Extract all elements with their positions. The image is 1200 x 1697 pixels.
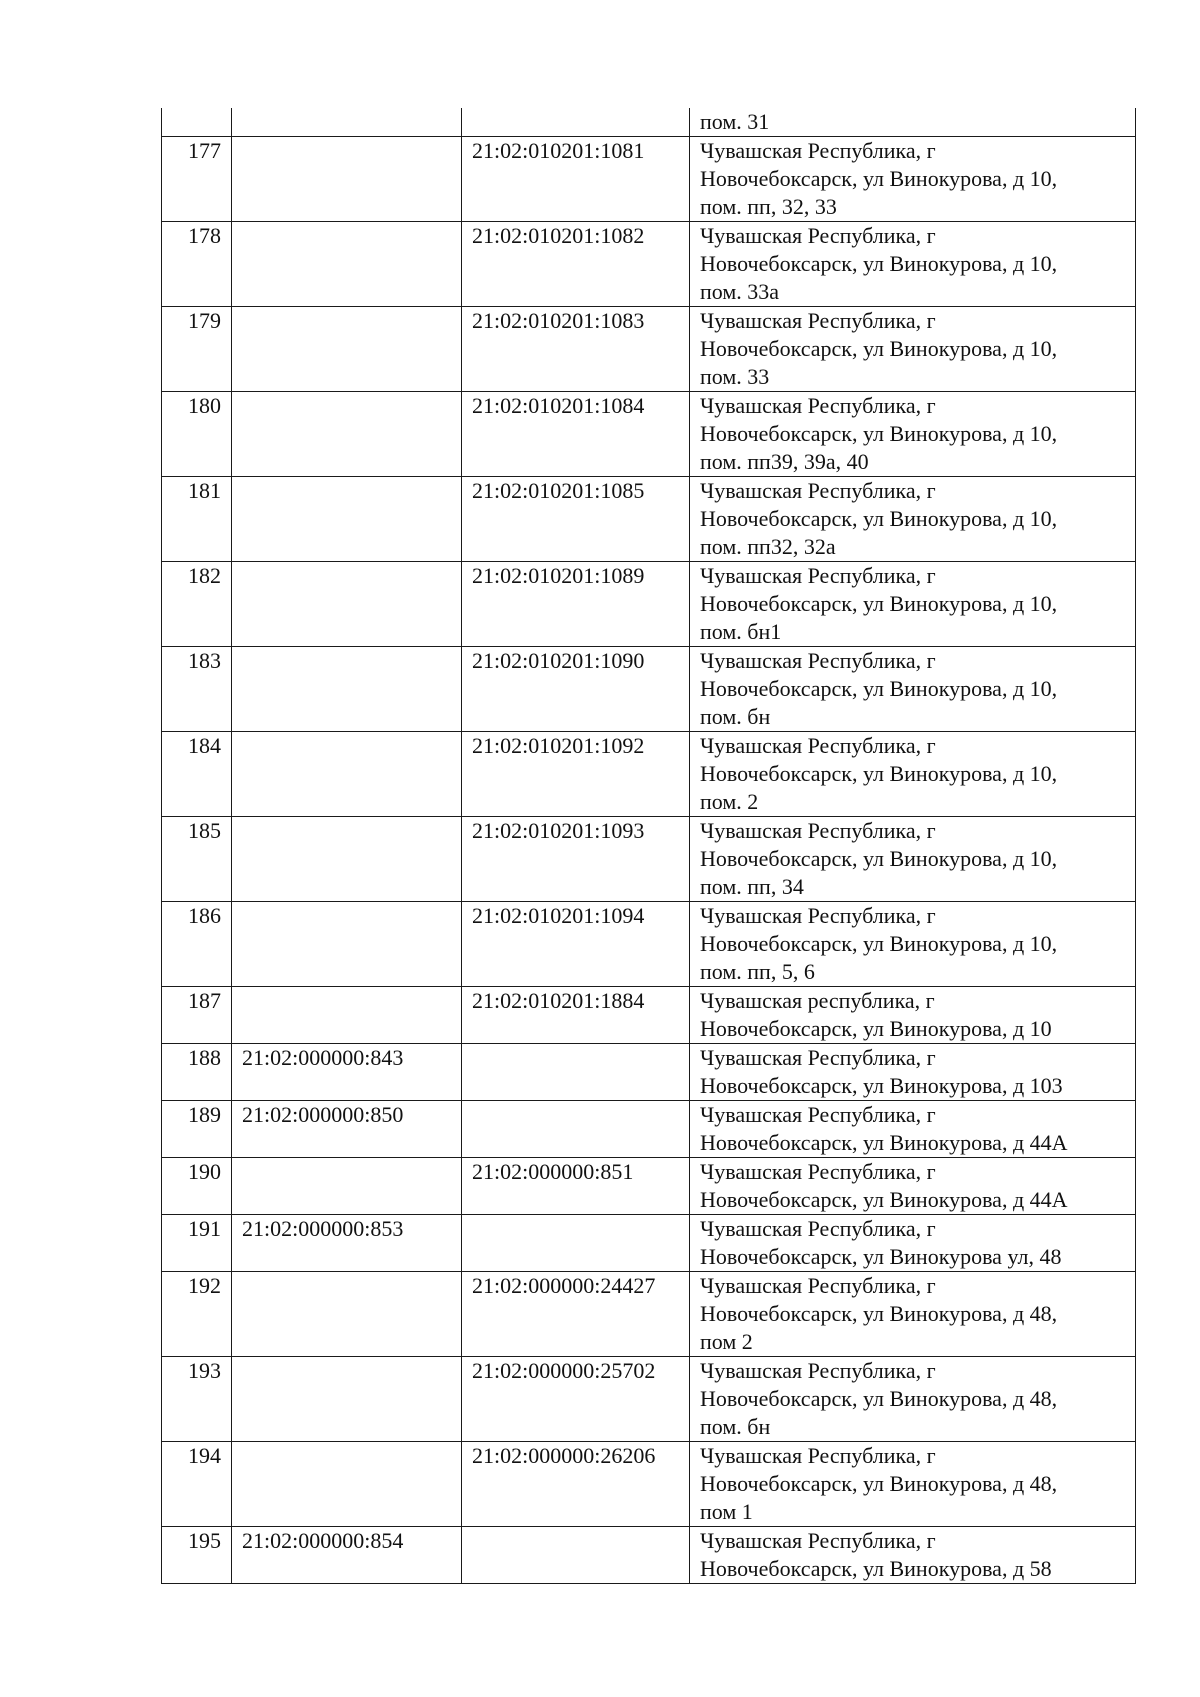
address-cell (690, 1158, 1136, 1215)
table-row (162, 392, 1136, 477)
address-cell (690, 1101, 1136, 1158)
address-line: Новочебоксарск, ул Винокурова, д 10, (700, 676, 1058, 701)
row-number-cell: 183 (162, 647, 232, 732)
cadastral-number-cell (232, 1272, 462, 1357)
table-row (162, 222, 1136, 307)
building-cadastral-number-cell: 21:02:000000:26206 (462, 1442, 690, 1527)
building-cadastral-number-cell (462, 1101, 690, 1158)
address-cell (690, 1272, 1136, 1357)
building-cadastral-number-cell (462, 108, 690, 137)
cadastral-number-cell: 21:02:000000:854 (232, 1527, 462, 1584)
row-number-cell: 182 (162, 562, 232, 647)
cadastral-number-cell (232, 562, 462, 647)
address-cell (690, 817, 1136, 902)
row-number-cell: 195 (162, 1527, 232, 1584)
address-line: пом. 33а (700, 279, 780, 304)
cadastral-number-cell (232, 392, 462, 477)
table-row (162, 902, 1136, 987)
address-line: Чувашская Республика, г (700, 903, 936, 928)
cadastral-number-cell (232, 477, 462, 562)
address-line: Чувашская Республика, г (700, 1528, 936, 1553)
address-cell (690, 562, 1136, 647)
building-cadastral-number-cell: 21:02:010201:1092 (462, 732, 690, 817)
building-cadastral-number-cell: 21:02:010201:1084 (462, 392, 690, 477)
address-line: Новочебоксарск, ул Винокурова, д 44А (700, 1130, 1068, 1155)
address-line: пом. пп, 5, 6 (700, 959, 815, 984)
table-row (162, 137, 1136, 222)
table-row (162, 1272, 1136, 1357)
address-line: Новочебоксарск, ул Винокурова, д 10, (700, 506, 1058, 531)
property-table (161, 108, 1136, 1584)
address-line: Чувашская Республика, г (700, 308, 936, 333)
address-line: Новочебоксарск, ул Винокурова, д 44А (700, 1187, 1068, 1212)
address-cell (690, 222, 1136, 307)
address-cell (690, 1442, 1136, 1527)
cadastral-number-cell (232, 1357, 462, 1442)
building-cadastral-number-cell: 21:02:000000:851 (462, 1158, 690, 1215)
address-cell (690, 987, 1136, 1044)
address-cell (690, 1044, 1136, 1101)
address-cell (690, 647, 1136, 732)
cadastral-number-cell (232, 817, 462, 902)
table-row (162, 1044, 1136, 1101)
building-cadastral-number-cell (462, 1215, 690, 1272)
address-line: пом. бн1 (700, 619, 782, 644)
address-cell (690, 108, 1136, 137)
row-number-cell: 185 (162, 817, 232, 902)
row-number-cell: 189 (162, 1101, 232, 1158)
cadastral-number-cell (232, 307, 462, 392)
address-cell (690, 902, 1136, 987)
address-cell (690, 1357, 1136, 1442)
table-row (162, 1442, 1136, 1527)
row-number-cell: 193 (162, 1357, 232, 1442)
building-cadastral-number-cell: 21:02:010201:1090 (462, 647, 690, 732)
address-line: Новочебоксарск, ул Винокурова, д 58 (700, 1556, 1052, 1581)
building-cadastral-number-cell: 21:02:010201:1094 (462, 902, 690, 987)
address-line: Новочебоксарск, ул Винокурова, д 10, (700, 591, 1058, 616)
address-line: Чувашская республика, г (700, 988, 935, 1013)
table-row (162, 108, 1136, 137)
table-row (162, 732, 1136, 817)
address-line: Чувашская Республика, г (700, 1216, 936, 1241)
address-line: Новочебоксарск, ул Винокурова, д 103 (700, 1073, 1063, 1098)
address-line: Чувашская Республика, г (700, 223, 936, 248)
address-line: Новочебоксарск, ул Винокурова, д 10 (700, 1016, 1052, 1041)
table-row (162, 307, 1136, 392)
row-number-cell: 190 (162, 1158, 232, 1215)
row-number-cell: 177 (162, 137, 232, 222)
building-cadastral-number-cell (462, 1527, 690, 1584)
address-line: Чувашская Республика, г (700, 818, 936, 843)
row-number-cell: 180 (162, 392, 232, 477)
address-cell (690, 137, 1136, 222)
cadastral-number-cell (232, 222, 462, 307)
table-row (162, 1527, 1136, 1584)
address-line: Новочебоксарск, ул Винокурова, д 10, (700, 846, 1058, 871)
building-cadastral-number-cell: 21:02:000000:25702 (462, 1357, 690, 1442)
table-row (162, 1101, 1136, 1158)
address-line: пом. 31 (700, 109, 770, 134)
address-line: пом. бн (700, 704, 771, 729)
building-cadastral-number-cell: 21:02:010201:1085 (462, 477, 690, 562)
building-cadastral-number-cell (462, 1044, 690, 1101)
row-number-cell: 178 (162, 222, 232, 307)
table-row (162, 647, 1136, 732)
address-line: пом 1 (700, 1499, 753, 1524)
address-line: Новочебоксарск, ул Винокурова ул, 48 (700, 1244, 1062, 1269)
row-number-cell: 194 (162, 1442, 232, 1527)
address-line: пом. пп32, 32а (700, 534, 836, 559)
table-row (162, 987, 1136, 1044)
address-line: пом. пп39, 39а, 40 (700, 449, 869, 474)
row-number-cell: 188 (162, 1044, 232, 1101)
address-cell (690, 1215, 1136, 1272)
table-row (162, 1357, 1136, 1442)
cadastral-number-cell (232, 647, 462, 732)
address-line: пом. пп, 34 (700, 874, 804, 899)
address-line: Чувашская Республика, г (700, 393, 936, 418)
row-number-cell: 179 (162, 307, 232, 392)
building-cadastral-number-cell: 21:02:010201:1884 (462, 987, 690, 1044)
cadastral-number-cell: 21:02:000000:850 (232, 1101, 462, 1158)
address-line: Чувашская Республика, г (700, 1273, 936, 1298)
address-line: Новочебоксарск, ул Винокурова, д 48, (700, 1471, 1058, 1496)
property-table-body (162, 108, 1136, 1584)
building-cadastral-number-cell: 21:02:010201:1082 (462, 222, 690, 307)
address-line: Чувашская Республика, г (700, 1159, 936, 1184)
row-number-cell: 186 (162, 902, 232, 987)
address-line: Чувашская Республика, г (700, 1358, 936, 1383)
address-line: пом. пп, 32, 33 (700, 194, 837, 219)
address-line: Чувашская Республика, г (700, 1443, 936, 1468)
row-number-cell: 192 (162, 1272, 232, 1357)
cadastral-number-cell (232, 987, 462, 1044)
building-cadastral-number-cell: 21:02:010201:1093 (462, 817, 690, 902)
row-number-cell: 184 (162, 732, 232, 817)
address-line: Чувашская Республика, г (700, 733, 936, 758)
cadastral-number-cell (232, 137, 462, 222)
address-line: пом 2 (700, 1329, 753, 1354)
building-cadastral-number-cell: 21:02:010201:1083 (462, 307, 690, 392)
address-cell (690, 732, 1136, 817)
address-cell (690, 307, 1136, 392)
building-cadastral-number-cell: 21:02:000000:24427 (462, 1272, 690, 1357)
address-line: Новочебоксарск, ул Винокурова, д 48, (700, 1301, 1058, 1326)
address-line: Новочебоксарск, ул Винокурова, д 10, (700, 336, 1058, 361)
building-cadastral-number-cell: 21:02:010201:1081 (462, 137, 690, 222)
table-row (162, 1215, 1136, 1272)
address-line: Чувашская Республика, г (700, 1102, 936, 1127)
address-line: Новочебоксарск, ул Винокурова, д 10, (700, 421, 1058, 446)
address-line: пом. 33 (700, 364, 770, 389)
table-row (162, 817, 1136, 902)
address-line: Чувашская Республика, г (700, 563, 936, 588)
row-number-cell: 181 (162, 477, 232, 562)
cadastral-number-cell (232, 1442, 462, 1527)
address-line: Чувашская Республика, г (700, 478, 936, 503)
row-number-cell: 191 (162, 1215, 232, 1272)
cadastral-number-cell: 21:02:000000:853 (232, 1215, 462, 1272)
address-line: Чувашская Республика, г (700, 648, 936, 673)
address-cell (690, 477, 1136, 562)
cadastral-number-cell (232, 902, 462, 987)
row-number-cell (162, 108, 232, 137)
address-line: пом. бн (700, 1414, 771, 1439)
address-line: Чувашская Республика, г (700, 1045, 936, 1070)
building-cadastral-number-cell: 21:02:010201:1089 (462, 562, 690, 647)
row-number-cell: 187 (162, 987, 232, 1044)
address-line: Новочебоксарск, ул Винокурова, д 10, (700, 166, 1058, 191)
cadastral-number-cell: 21:02:000000:843 (232, 1044, 462, 1101)
address-line: Новочебоксарск, ул Винокурова, д 10, (700, 251, 1058, 276)
cadastral-number-cell (232, 1158, 462, 1215)
address-line: Чувашская Республика, г (700, 138, 936, 163)
address-line: Новочебоксарск, ул Винокурова, д 10, (700, 931, 1058, 956)
address-line: пом. 2 (700, 789, 759, 814)
table-row (162, 562, 1136, 647)
table-row (162, 1158, 1136, 1215)
address-cell (690, 1527, 1136, 1584)
address-line: Новочебоксарск, ул Винокурова, д 10, (700, 761, 1058, 786)
cadastral-number-cell (232, 108, 462, 137)
address-line: Новочебоксарск, ул Винокурова, д 48, (700, 1386, 1058, 1411)
table-row (162, 477, 1136, 562)
address-cell (690, 392, 1136, 477)
cadastral-number-cell (232, 732, 462, 817)
